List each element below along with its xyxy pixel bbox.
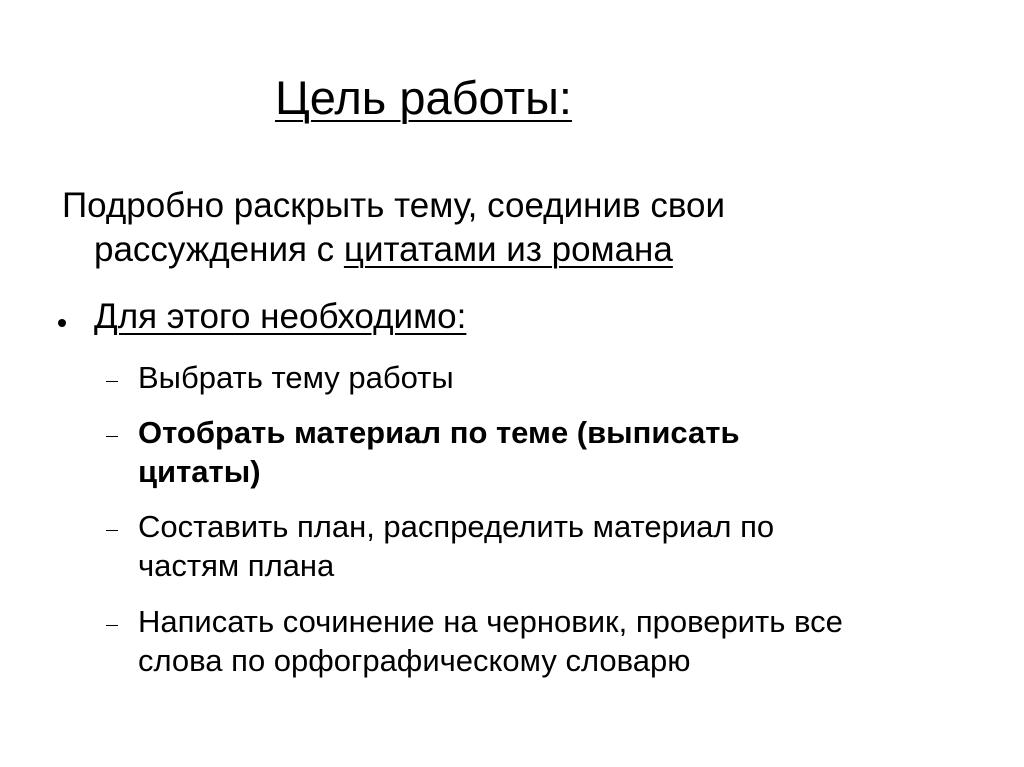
bullet-dot-icon [58, 319, 66, 327]
list-item-line-1: Написать сочинение на черновик, проверить все [138, 604, 843, 639]
list-item-line-1: Отобрать материал по теме (выписать [138, 415, 740, 450]
list-item-line-1: Выбрать тему работы [138, 360, 454, 395]
dash-icon [106, 436, 118, 437]
goal-line-2 [62, 228, 962, 272]
quotes-link[interactable]: цитатами из романа [343, 230, 673, 269]
list-item-text [138, 413, 978, 491]
list-item-line-2: слова по орфографическому словарю [138, 643, 691, 678]
list-item-line-1: Составить план, распределить материал по [138, 509, 775, 544]
dash-icon [106, 530, 118, 531]
bullet-label[interactable]: Для этого необходимо: [94, 297, 467, 336]
list-item-line-2: цитаты) [138, 454, 261, 489]
goal-line-2-prefix: рассуждения с [94, 230, 344, 269]
dash-icon [106, 625, 118, 626]
list-item-line-2: частям плана [138, 548, 335, 583]
list-item-text [138, 507, 978, 585]
dash-icon [106, 381, 118, 382]
list-item-text [138, 602, 978, 680]
page-title: Цель работы: [275, 71, 572, 124]
goal-line-1: Подробно раскрыть тему, соединив свои [62, 186, 726, 225]
list-item-text [138, 358, 978, 397]
goal-statement [62, 184, 962, 272]
